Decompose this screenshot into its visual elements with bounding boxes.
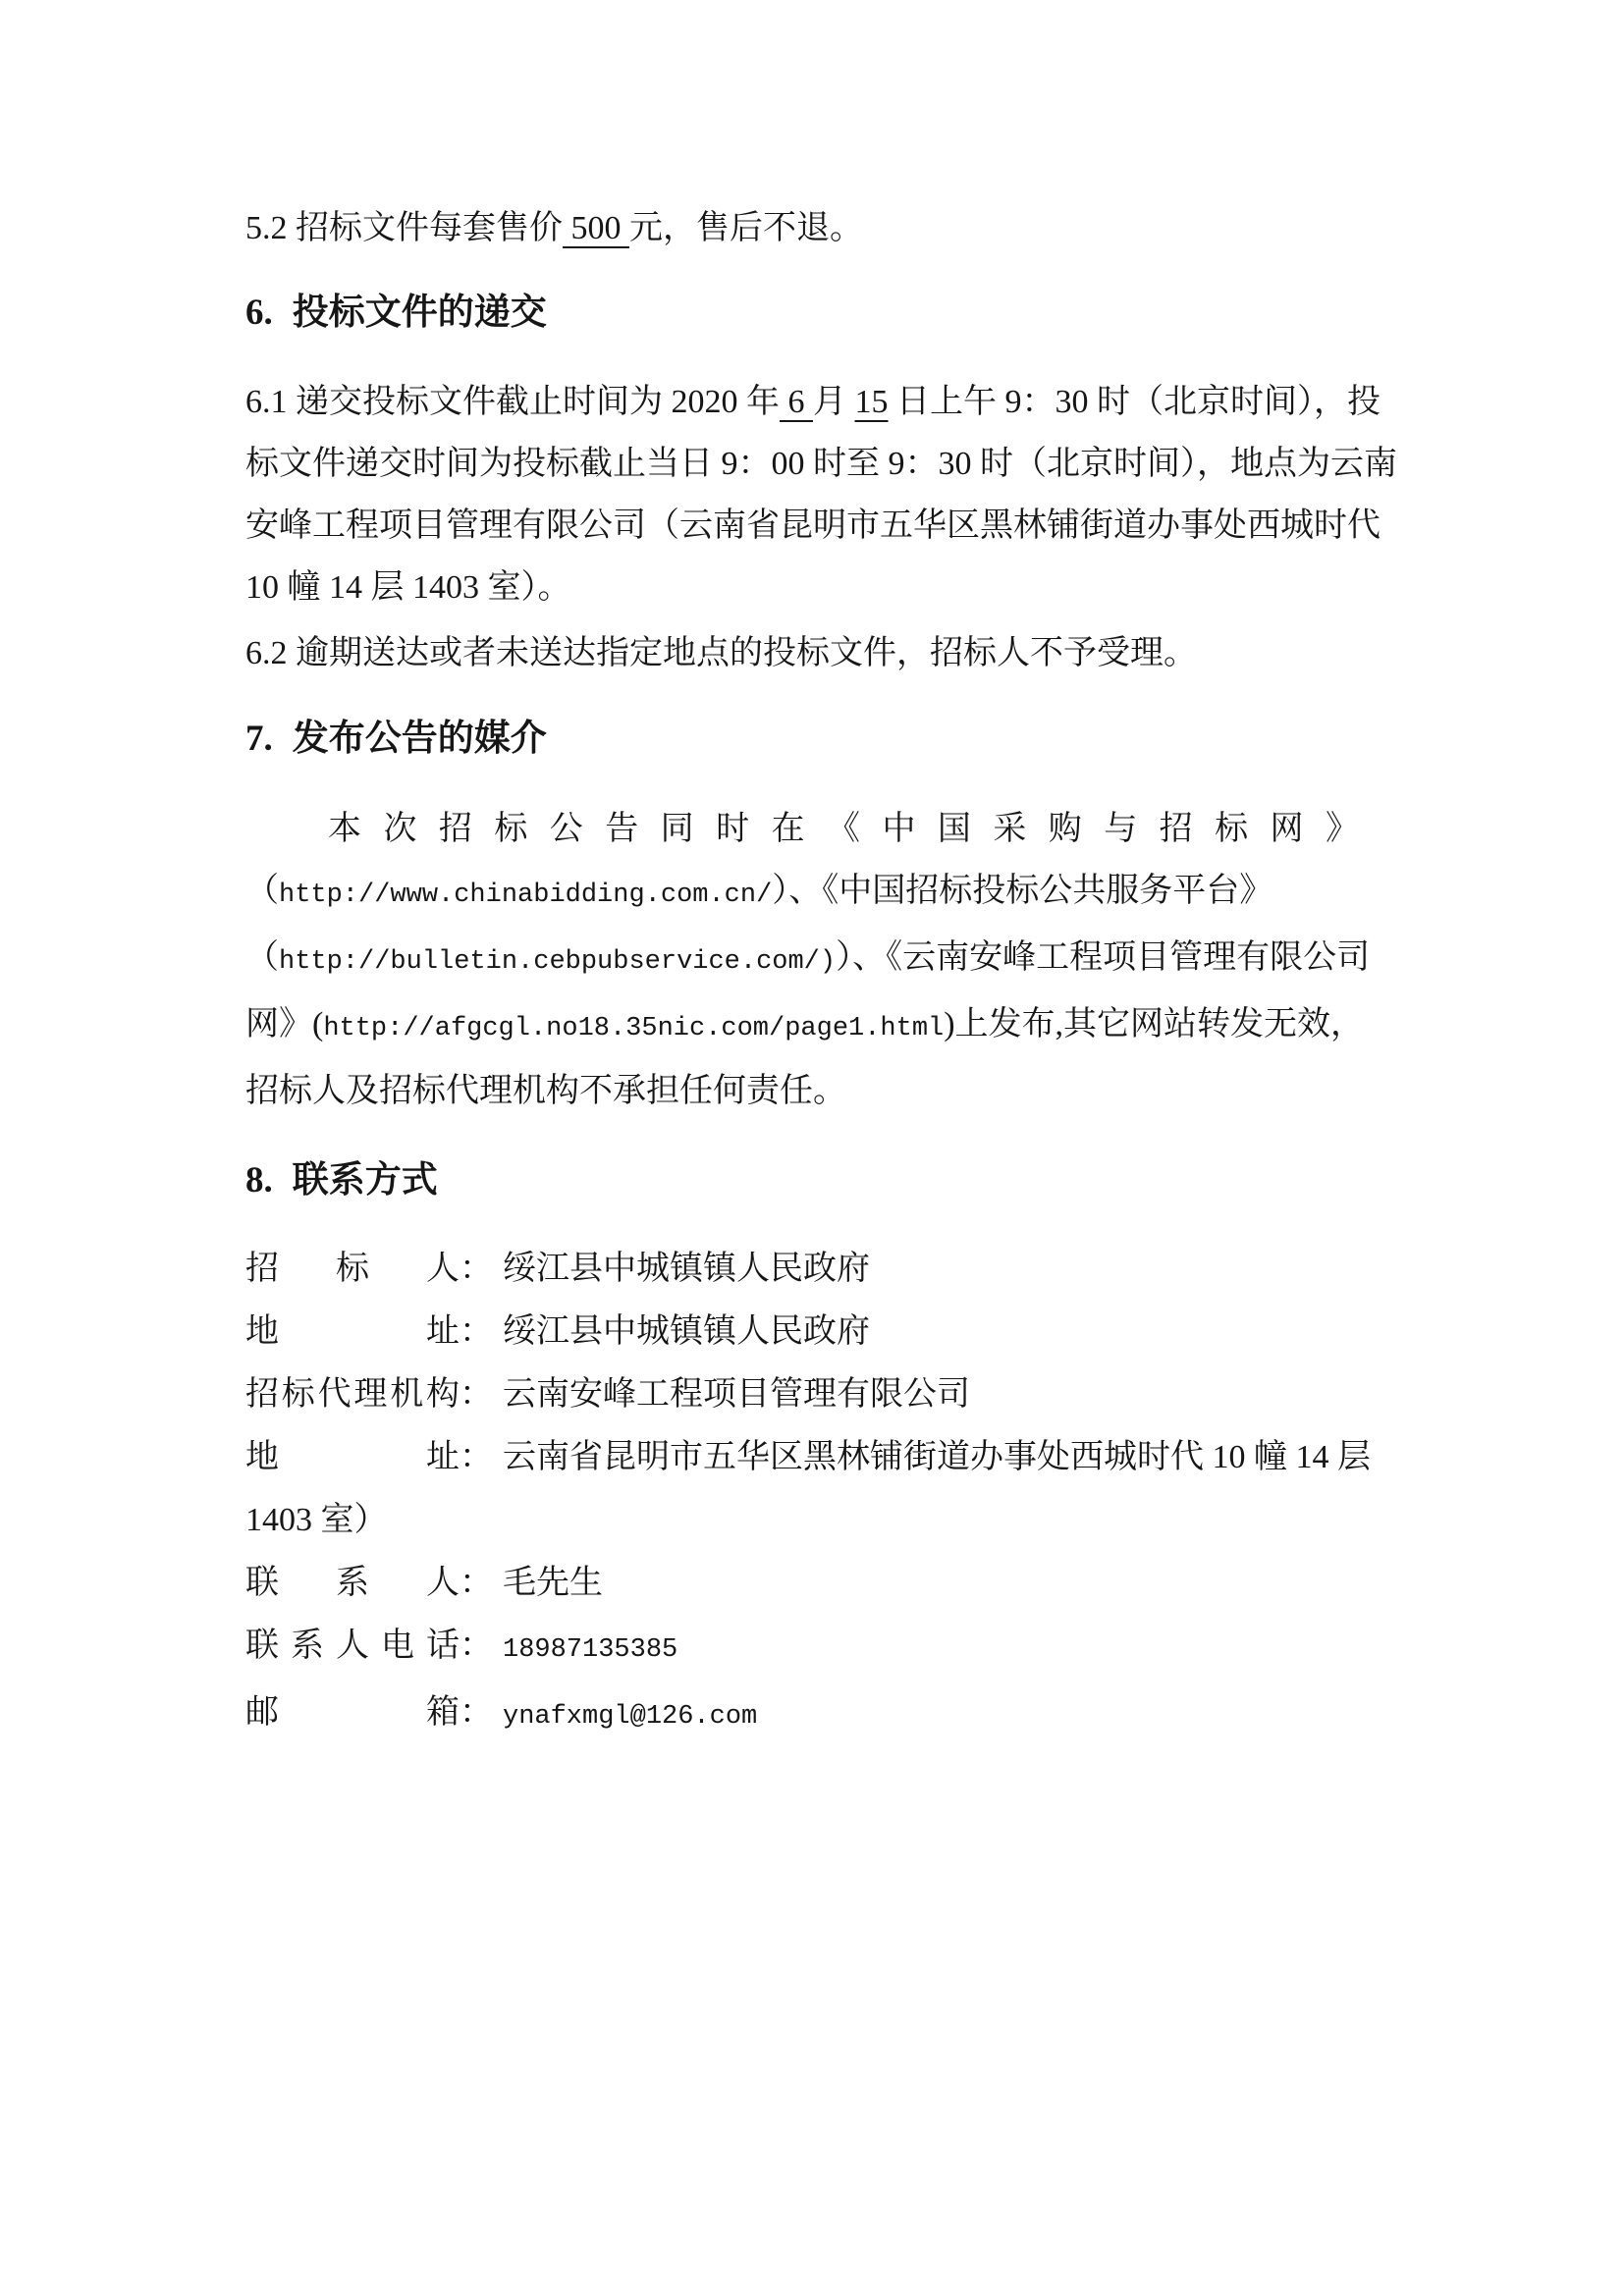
heading-section-8	[245, 1149, 1453, 1211]
bracket-open-2: （	[245, 939, 279, 976]
clause-6-1-line-4: 10 幢 14 层 1403 室）。	[245, 569, 571, 606]
media-line-2	[245, 860, 1453, 927]
media-line-5: 招标人及招标代理机构不承担任何责任。	[245, 1073, 846, 1109]
url-afgcgl: http://afgcgl.no18.35nic.com/page1.html	[323, 1014, 945, 1043]
media-line-3	[245, 927, 1453, 993]
clause-6-1-text: 6.1 递交投标文件截止时间为 2020 年	[245, 384, 780, 420]
media-paragraph	[245, 798, 1453, 1122]
contact-colon: ：	[460, 1376, 493, 1413]
contact-colon: ：	[460, 1694, 493, 1731]
media-line-2-tail: ）、《中国招标投标公共服务平台》	[772, 873, 1273, 909]
contact-label: 邮 箱	[245, 1694, 460, 1731]
day-underlined: 15	[854, 384, 889, 420]
clause-5-2-text-tail: 元，售后不退。	[629, 210, 863, 246]
contact-label: 招 标 人	[245, 1251, 460, 1287]
media-line-4-tail: )上发布,其它网站转发无效，	[944, 1006, 1365, 1042]
contact-value: 绥江县中城镇镇人民政府	[503, 1313, 870, 1350]
contact-value: 毛先生	[503, 1565, 603, 1601]
price-underlined: 500	[563, 210, 629, 246]
contact-colon: ：	[460, 1439, 493, 1475]
heading-section-6	[245, 282, 1453, 344]
contact-label: 地 址	[245, 1439, 460, 1475]
contact-row-address-2	[245, 1426, 1453, 1489]
contact-label: 招 标 代 理 机 构	[245, 1376, 460, 1413]
media-line-3-tail: ）、《云南安峰工程项目管理有限公司	[836, 939, 1371, 976]
heading-8-title: 联系方式	[292, 1160, 438, 1201]
clause-6-1-line-2: 标文件递交时间为投标截止当日 9：00 时至 9：30 时（北京时间），地点为云南	[245, 446, 1397, 482]
contact-row-person	[245, 1552, 1453, 1615]
clause-5-2	[245, 197, 1453, 259]
media-line-1: 本 次 招 标 公 告 同 时 在 《 中 国 采 购 与 招 标 网 》	[328, 811, 1359, 847]
media-line-4	[245, 993, 1453, 1060]
contact-colon: ：	[460, 1628, 493, 1664]
heading-8-number: 8.	[245, 1160, 273, 1201]
contact-colon: ：	[460, 1251, 493, 1287]
contact-block	[245, 1238, 1453, 1748]
clause-6-2: 6.2 逾期送达或者未送达指定地点的投标文件，招标人不予受理。	[245, 635, 1197, 671]
url-chinabidding: http://www.chinabidding.com.cn/	[279, 881, 773, 910]
contact-email-value: ynafxmgl@126.com	[503, 1702, 758, 1732]
contact-row-email	[245, 1682, 1453, 1748]
bracket-open: （	[245, 873, 279, 909]
clause-6-1-line-1	[245, 371, 1453, 433]
contact-row-agency	[245, 1363, 1453, 1426]
contact-value: 绥江县中城镇镇人民政府	[503, 1251, 870, 1287]
clause-6-1-text-tail: 日上午 9：30 时（北京时间），投	[888, 384, 1380, 420]
contact-value: 云南安峰工程项目管理有限公司	[503, 1376, 970, 1413]
contact-colon: ：	[460, 1313, 493, 1350]
contact-label: 地 址	[245, 1313, 460, 1350]
heading-6-title: 投标文件的递交	[292, 293, 547, 333]
contact-row-phone	[245, 1615, 1453, 1682]
heading-7-title: 发布公告的媒介	[292, 719, 547, 759]
contact-row-tenderee	[245, 1238, 1453, 1301]
url-cebpubservice: http://bulletin.cebpubservice.com/)	[279, 947, 837, 977]
contact-label: 联 系 人	[245, 1565, 460, 1601]
contact-colon: ：	[460, 1565, 493, 1601]
month-underlined: 6	[780, 384, 813, 420]
contact-value-continued: 1403 室）	[245, 1502, 388, 1538]
heading-section-7	[245, 708, 1453, 770]
clause-6-1	[245, 371, 1453, 618]
contact-row-address-2-continued	[245, 1489, 1453, 1552]
clause-5-2-text: 5.2 招标文件每套售价	[245, 210, 563, 246]
clause-6-1-line-3: 安峰工程项目管理有限公司（云南省昆明市五华区黑林铺街道办事处西城时代	[245, 507, 1380, 544]
heading-7-number: 7.	[245, 719, 273, 759]
clause-6-1-text-mid: 月	[813, 384, 855, 420]
contact-row-address-1	[245, 1301, 1453, 1363]
heading-6-number: 6.	[245, 293, 273, 333]
contact-value: 云南省昆明市五华区黑林铺街道办事处西城时代 10 幢 14 层	[503, 1439, 1371, 1475]
contact-label: 联 系 人 电 话	[245, 1628, 460, 1664]
contact-phone-value: 18987135385	[503, 1635, 678, 1665]
media-line-4-head: 网》(	[245, 1006, 324, 1042]
